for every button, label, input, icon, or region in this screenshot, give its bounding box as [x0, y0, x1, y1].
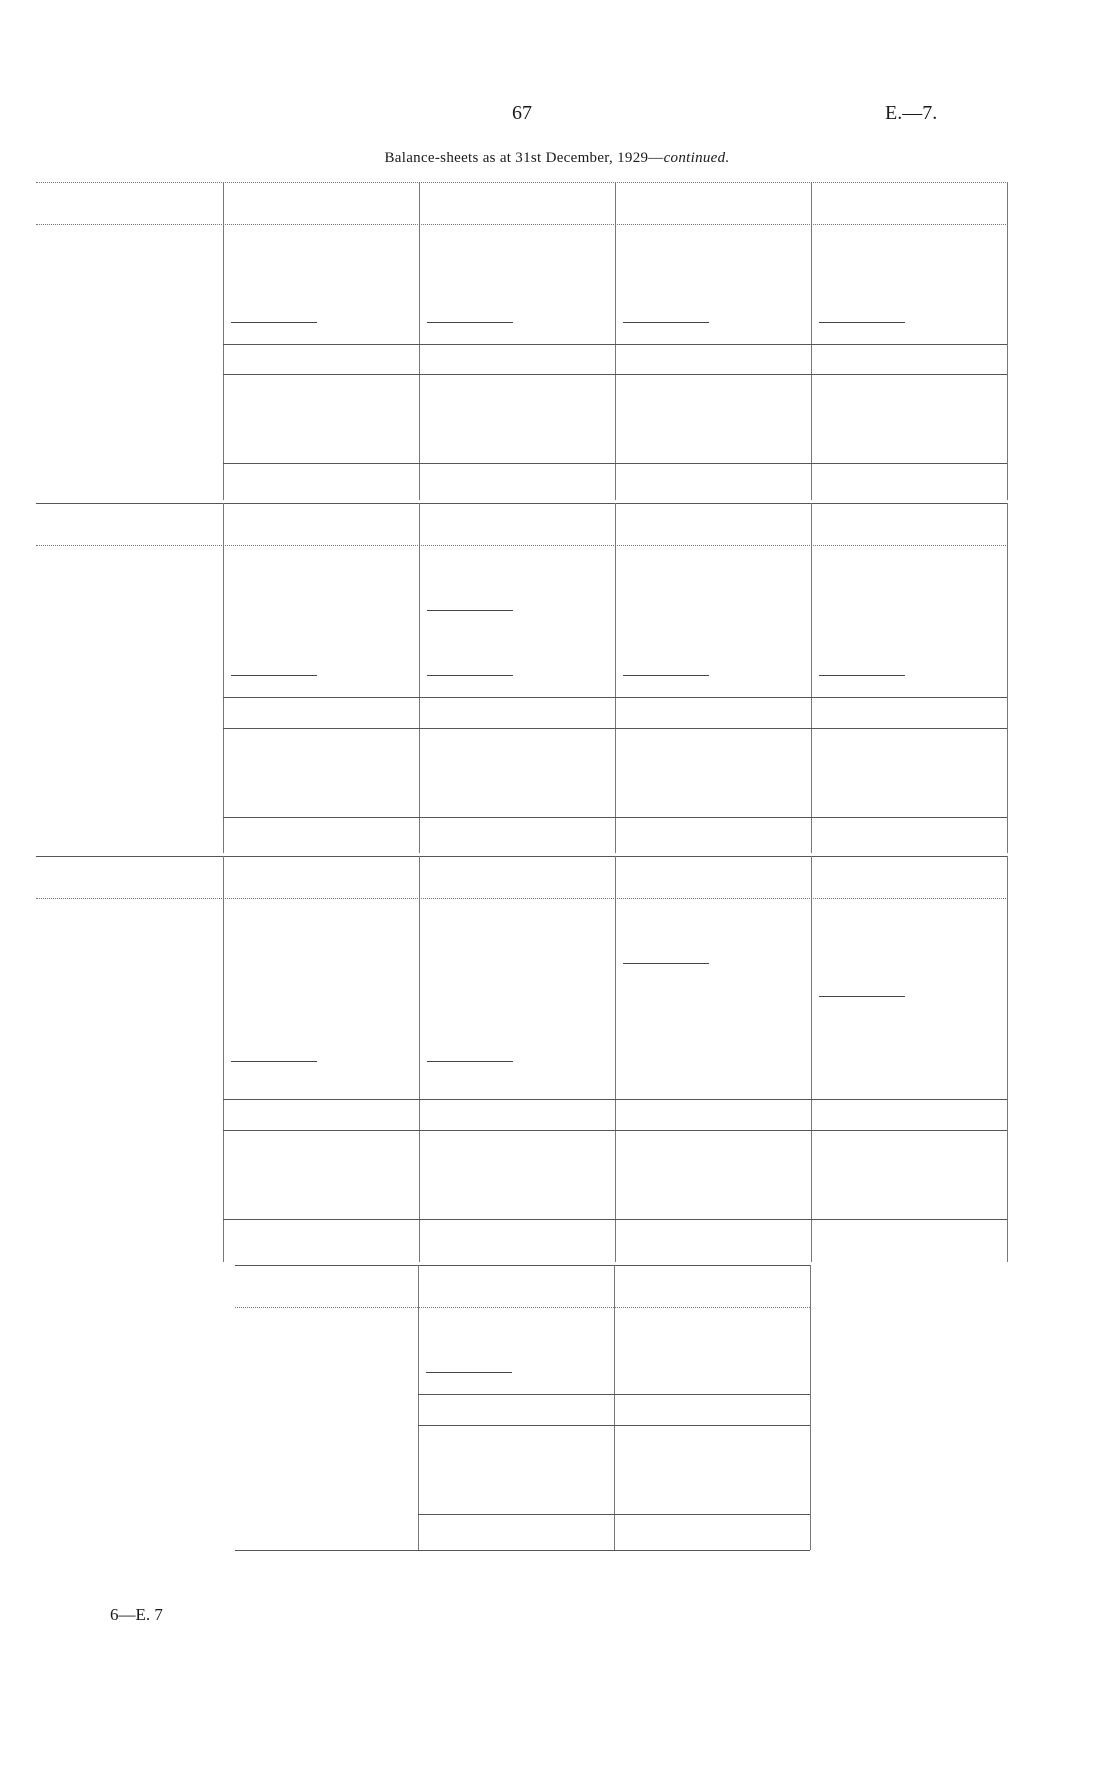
total-rule	[223, 1099, 1007, 1100]
page-number: 67	[512, 102, 532, 124]
column-divider	[418, 1265, 419, 1550]
subtotal-rule	[623, 675, 709, 676]
column-divider	[223, 503, 224, 853]
assets-total-rule	[223, 1219, 1007, 1220]
column-divider	[811, 503, 812, 853]
assets-total-rule	[223, 463, 1007, 464]
subtotal-rule	[231, 322, 317, 323]
section-top-rule	[36, 503, 1008, 504]
column-divider	[419, 503, 420, 853]
column-divider	[810, 1265, 811, 1550]
header-bottom-rule	[235, 1307, 810, 1308]
column-divider	[419, 182, 420, 500]
total-bottom-rule	[223, 374, 1007, 375]
subtotal-rule	[231, 1061, 317, 1062]
column-divider	[1007, 503, 1008, 853]
column-divider	[614, 1265, 615, 1550]
page-title	[0, 150, 1114, 167]
subtotal-rule	[427, 610, 513, 611]
column-divider	[1007, 856, 1008, 1262]
column-divider	[615, 856, 616, 1262]
column-divider	[223, 856, 224, 1262]
page-footer: 6—E. 7	[110, 1605, 163, 1624]
section-top-rule	[235, 1265, 810, 1266]
assets-total-rule	[223, 817, 1007, 818]
total-bottom-rule	[223, 1130, 1007, 1131]
column-divider	[615, 182, 616, 500]
subtotal-rule	[427, 322, 513, 323]
column-divider	[615, 503, 616, 853]
section-top-rule	[36, 182, 1008, 183]
subtotal-rule	[819, 322, 905, 323]
header-bottom-rule	[36, 545, 1008, 546]
section-bottom-rule	[235, 1550, 810, 1551]
section-top-rule	[36, 856, 1008, 857]
header-bottom-rule	[36, 224, 1008, 225]
subtotal-rule	[623, 322, 709, 323]
subtotal-rule	[231, 675, 317, 676]
assets-total-rule	[418, 1514, 810, 1515]
subtotal-rule	[426, 1372, 512, 1373]
subtotal-rule	[623, 963, 709, 964]
subtotal-rule	[819, 675, 905, 676]
total-bottom-rule	[223, 728, 1007, 729]
title-main: Balance-sheets as at 31st December, 1929—	[384, 150, 664, 166]
column-divider	[419, 856, 420, 1262]
column-divider	[811, 856, 812, 1262]
report-code: E.—7.	[885, 102, 938, 124]
total-rule	[418, 1394, 810, 1395]
subtotal-rule	[427, 675, 513, 676]
header-bottom-rule	[36, 898, 1008, 899]
subtotal-rule	[427, 1061, 513, 1062]
title-italic: continued.	[663, 150, 730, 166]
total-rule	[223, 344, 1007, 345]
total-rule	[223, 697, 1007, 698]
column-divider	[1007, 182, 1008, 500]
column-divider	[223, 182, 224, 500]
subtotal-rule	[819, 996, 905, 997]
column-divider	[811, 182, 812, 500]
total-bottom-rule	[418, 1425, 810, 1426]
